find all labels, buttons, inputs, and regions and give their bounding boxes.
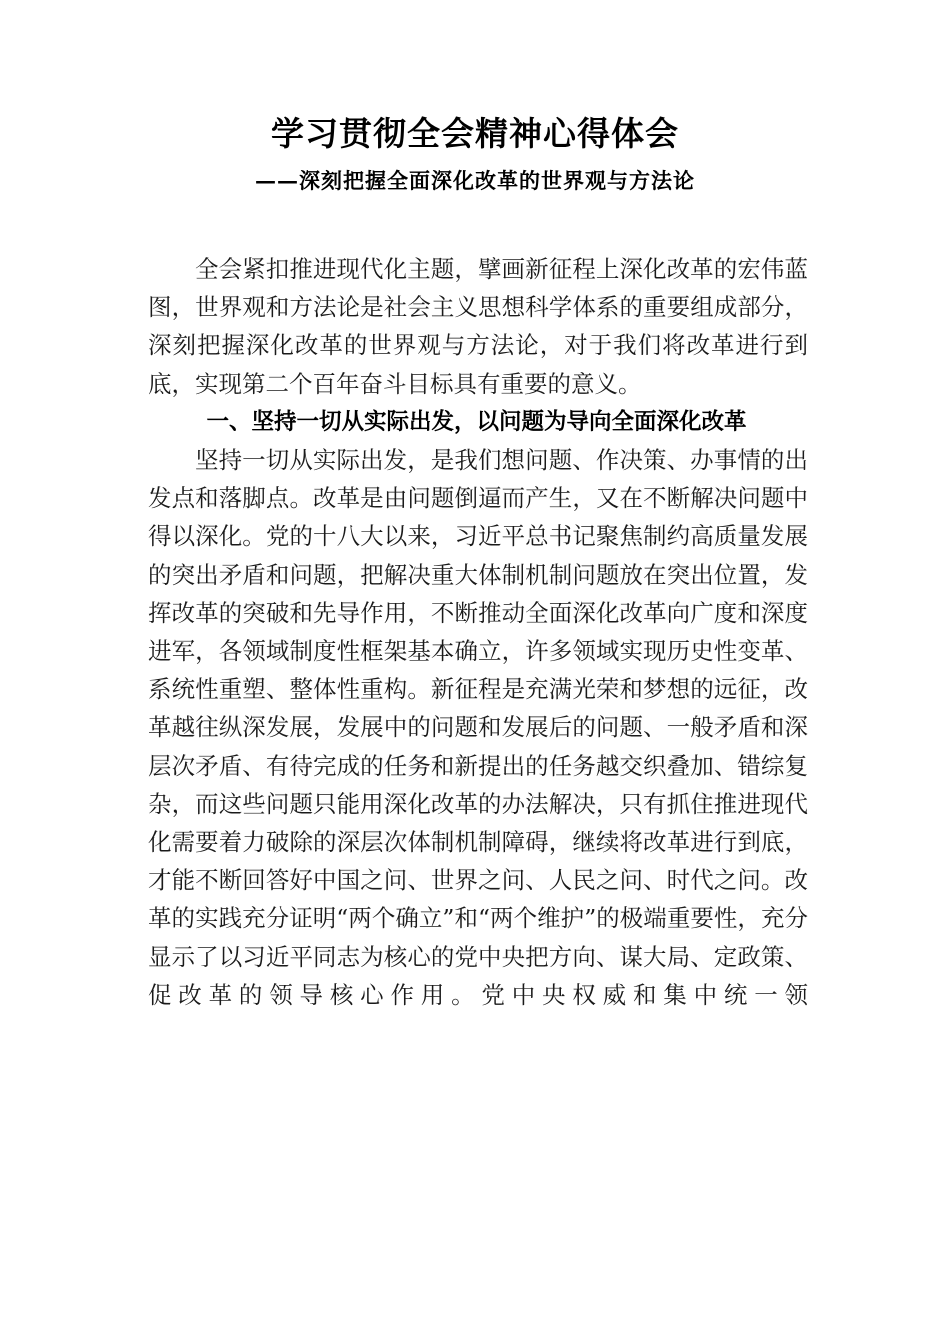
- document-title: 学习贯彻全会精神心得体会: [271, 114, 679, 153]
- document-body: [148, 250, 808, 1014]
- document-subtitle: ——深刻把握全面深化改革的世界观与方法论: [255, 168, 695, 193]
- intro-paragraph: 全会紧扣推进现代化主题，擘画新征程上深化改革的宏伟蓝图，世界观和方法论是社会主义思想科学体系的重要组成部分，深刻把握深化改革的世界观与方法论，对于我们将改革进行到底，实现第二个百年奋斗目标具有重要的意义。: [148, 255, 808, 398]
- section-heading-1: 一、坚持一切从实际出发，以问题为导向全面深化改革: [206, 408, 747, 435]
- section-1-paragraph: 坚持一切从实际出发，是我们想问题、作决策、办事情的出发点和落脚点。改革是由问题倒逼而产生，又在不断解决问题中得以深化。党的十八大以来，习近平总书记聚焦制约高质量发展的突出矛盾和问题，把解决重大体制机制问题放在突出位置，发挥改革的突破和先导作用，不断推动全面深化改革向广度和深度进军，各领域制度性框架基本确立，许多领域实现历史性变革、系统性重塑、整体性重构。新征程是充满光荣和梦想的远征，改革越往纵深发展，发展中的问题和发展后的问题、一般矛盾和深层次矛盾、有待完成的任务和新提出的任务越交织叠加、错综复杂，而这些问题只能用深化改革的办法解决，只有抓住推进现代化需要着力破除的深层次体制机制障碍，继续将改革进行到底，才能不断回答好中国之问、世界之问、人民之问、时代之问。改革的实践充分证明“两个确立”和“两个维护”的极端重要性，充分显示了以习近平同志为核心的党中央把方向、谋大局、定政策、促改革的领导核心作用。党中央权威和集中统一领: [148, 446, 808, 1009]
